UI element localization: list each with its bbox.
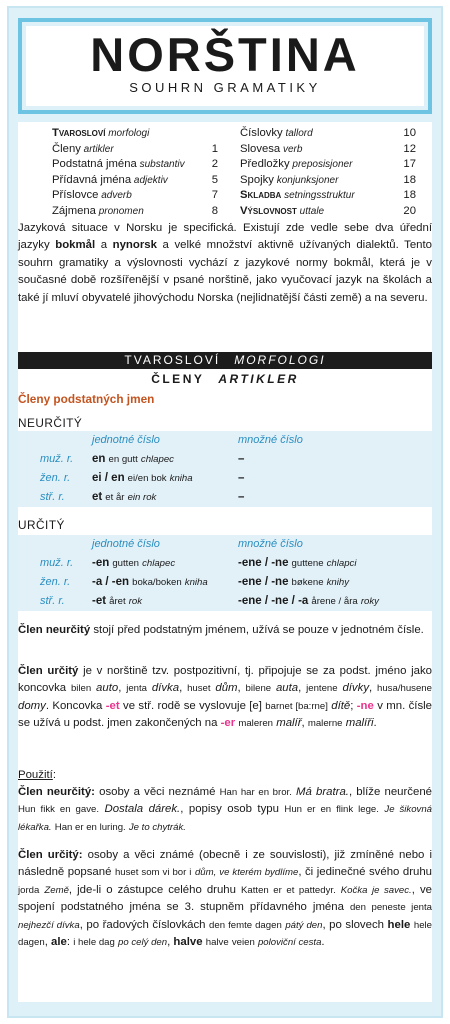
toc-entry [240, 204, 416, 220]
example: Hun er en flink lege. [284, 804, 379, 816]
toc-sublabel: tallord [282, 128, 313, 139]
translation: auta [275, 682, 299, 695]
translation: po celý den [118, 937, 168, 949]
usage-label: Použití: [18, 769, 56, 781]
toc-entry [52, 188, 218, 204]
translation: poloviční cesta [257, 937, 322, 949]
toc-label: Předložky [240, 158, 290, 170]
toc-page-number: 10 [403, 127, 416, 139]
example-word: gutten [112, 558, 139, 569]
toc-label: Příslovce [52, 189, 99, 201]
toc-page-number: 12 [403, 142, 416, 155]
intro-text: a [95, 239, 113, 252]
example-translation: kniha [169, 473, 193, 484]
section-bar [18, 352, 432, 369]
intro-paragraph [18, 220, 432, 307]
para-text: stojí před podstatným jménem, užívá se pouze v jednotném čísle. [90, 624, 424, 636]
example-word: et år [105, 492, 125, 503]
translation: dívky [342, 682, 370, 695]
para-text: , jde-li o zástupce celého druhu [68, 883, 242, 896]
bold-term: Člen neurčitý [18, 624, 91, 636]
toc-page-number: 8 [211, 204, 218, 217]
article-form: en [92, 453, 106, 465]
example-translation: chlapec [140, 454, 174, 465]
plural-cell [238, 592, 379, 611]
toc-label: Výslovnost [240, 204, 297, 217]
table-header-row [18, 431, 432, 450]
example: huset som vi bor i [114, 867, 192, 879]
table-row [18, 488, 432, 507]
para-text: osoby a věci neznámé [94, 786, 220, 798]
table-row [18, 469, 432, 488]
example: hele dagen [18, 919, 432, 949]
bold-term: Člen určitý: [18, 849, 83, 861]
article-form: -en [92, 557, 110, 569]
example: jorda [18, 884, 40, 896]
toc-label: Skladba [240, 189, 282, 201]
plural-example-word: årene / åra [311, 596, 358, 607]
plural-article-form: -ene / -ne / -a [238, 595, 309, 607]
toc-entry [52, 157, 218, 173]
example-translation: chlapec [142, 558, 176, 569]
example: Katten er et pattedyr. [241, 884, 336, 896]
toc-label: Přídavná jména [52, 173, 132, 186]
toc-entry [240, 126, 416, 142]
page-subtitle: SOUHRN GRAMATIKY [129, 80, 321, 95]
translation: dům [215, 682, 238, 695]
table-row [18, 592, 432, 611]
example: veien [231, 937, 255, 949]
translation: domy [18, 699, 46, 712]
gender-label: stř. r. [40, 595, 65, 607]
toc-sublabel: pronomen [95, 205, 144, 217]
plural-example-word: bøkene [291, 577, 324, 588]
toc-entry [52, 204, 218, 220]
example: den femte dagen [209, 919, 282, 931]
column-header-plural: množné číslo [238, 434, 303, 446]
definite-label: URČITÝ [18, 518, 65, 532]
example: jenta [126, 683, 148, 695]
example: husa/husene [377, 683, 432, 695]
singular-cell [92, 554, 175, 573]
bold-term: hele [387, 918, 411, 931]
article-form: et [92, 491, 103, 503]
plural-example-translation: chlapci [326, 558, 357, 569]
example: Hun fikk en gave. [18, 804, 100, 816]
para-text: , po řadových číslovkách [79, 918, 210, 931]
paragraph-definite: Člen určitý je v norštině tzv. postpozitivní, tj. připojuje se za podst. jméno jako koncovka bilen auto, jenta dívka, huset dům, bilene auta, jentene dívky, husa/husene domy. Koncovka -et ve stř. rodě se vyslovuje [e] barnet [ba:rne] dítě; -ne v mn. čísle se užívá u podst. jmen zakončených na -er maleren malíř, malerne malíři. [18, 665, 433, 730]
example-translation: ein rok [127, 492, 157, 503]
example-translation: kniha [184, 577, 208, 588]
usage-label-text: Použití [18, 769, 53, 781]
toc-sublabel: verb [280, 143, 303, 155]
example-word: året [109, 596, 126, 607]
translation: Dostala dárek. [104, 803, 181, 816]
article-form: ei / en [92, 472, 125, 484]
gender-label: muž. r. [40, 453, 74, 465]
plural-example-translation: knihy [326, 577, 350, 588]
para-text: , popisy osob typu [180, 803, 285, 816]
indefinite-label: NEURČITÝ [18, 416, 83, 430]
toc-label: Číslovky [240, 127, 283, 139]
example: huset [187, 683, 211, 695]
toc-right-column [240, 126, 416, 219]
intro-text: Jazyková situace v Norsku je specifická. Existují zde vedle sebe dva úřední jazyky [18, 222, 432, 252]
toc-sublabel: artikler [80, 143, 114, 155]
example: halve [205, 937, 229, 949]
example: malerne [307, 718, 343, 730]
toc-label: Zájmena [52, 204, 96, 217]
translation: malíř [276, 717, 302, 730]
toc-page-number: 2 [211, 158, 218, 170]
translation: dům, ve kterém bydlíme [194, 867, 299, 879]
toc-sublabel: setningsstruktur [281, 190, 355, 201]
toc-sublabel: preposisjoner [289, 159, 353, 170]
gender-label: muž. r. [40, 557, 74, 569]
toc-page-number: 18 [403, 189, 416, 201]
plural-article-form: -ene / -ne [238, 557, 289, 569]
translation: dítě [331, 699, 351, 712]
toc-page-number: 5 [211, 173, 218, 186]
intro-text: a velké množství aktivně užívaných dialektů. Tento souhrn gramatiky a výslovnosti vychází z jazykové normy bokmål, která je v současné době rozšířenější v psané norštině, jako vyučovací jazyk na školách a také jí mluví obyvatelé jihovýchodu Norska (nejlidnatější části země) a na severu. [18, 239, 432, 304]
translation: pátý den [285, 919, 323, 931]
translation: dívka [151, 682, 180, 695]
toc-page-number: 18 [403, 173, 416, 186]
toc-entry [52, 142, 218, 158]
table-row [18, 554, 432, 573]
toc-entry [240, 157, 416, 173]
plural-cell [238, 488, 244, 507]
example: Han har en bror. [219, 787, 292, 798]
example-word: ei/en bok [127, 473, 167, 484]
para-text: . Koncovka [45, 699, 106, 712]
section-title [18, 370, 432, 388]
table-row [18, 450, 432, 469]
column-header-singular: jednotné číslo [92, 434, 160, 446]
table-header-row [18, 535, 432, 554]
para-text: , [44, 936, 52, 949]
example-word: boka/boken [132, 577, 182, 588]
example: den peneste jenta [349, 902, 432, 914]
toc-label: Slovesa [240, 142, 281, 155]
paragraph-usage-definite: Člen určitý: osoby a věci známé (obecně i ze souvislosti), již zmíněné nebo i následně popsané huset som vi bor i dům, ve kterém bydlíme, či jedinečné svého druhu jorda Země, jde-li o zástupce celého druhu Katten er et pattedyr. Kočka je savec., ve spojení podstatného jména se 3. stupněm přídavného jména den peneste jenta nejhezčí dívka, po řadových číslovkách den femte dagen pátý den, po slovech hele hele dagen, ale: i hele dag po celý den, halve halve veien poloviční cesta. [18, 849, 432, 949]
toc-page-number: 20 [403, 204, 416, 217]
toc-label: Spojky [240, 173, 274, 186]
indefinite-table [18, 431, 432, 507]
title-box [18, 18, 432, 114]
article-form: -et [92, 595, 107, 607]
toc-entry [52, 126, 218, 142]
singular-cell [92, 573, 208, 592]
section-title-sub: ARTIKLER [218, 372, 299, 386]
page-title: NORŠTINA [90, 28, 360, 81]
toc-label: Členy [52, 142, 81, 155]
singular-cell [92, 469, 193, 488]
paragraph-usage-indefinite [18, 784, 432, 836]
toc-sublabel: konjunksjoner [273, 174, 339, 186]
gender-label: žen. r. [40, 472, 71, 484]
toc-page-number: 7 [211, 189, 218, 201]
para-text: : [66, 936, 74, 949]
table-row [18, 573, 432, 592]
gender-label: žen. r. [40, 576, 71, 588]
toc-entry [240, 173, 416, 189]
translation: auto [96, 682, 119, 695]
para-text: , ve spojení podstatného jména se 3. stupněm přídavného jména [18, 883, 432, 914]
plural-cell [238, 450, 244, 469]
singular-cell [92, 450, 174, 469]
toc-sublabel: adverb [98, 190, 132, 201]
para-text: , či jedinečné svého druhu [298, 866, 432, 879]
highlight-suffix: -et [105, 699, 120, 712]
para-text: v mn. čísle se užívá u podst. jmen zakončených na [18, 699, 433, 730]
plural-article-form: – [238, 491, 245, 503]
section-title-main: ČLENY [151, 372, 205, 386]
para-text: osoby a věci známé (obecně i ze souvislosti), již zmíněné nebo i následně popsané [18, 849, 432, 879]
translation: malíři [345, 717, 374, 730]
example: i hele dag [73, 937, 115, 949]
para-text: , po slovech [322, 918, 388, 931]
para-text: , blíže neurčené [348, 786, 432, 798]
para-text: je v norštině tzv. postpozitivní, tj. připojuje se za podst. jméno jako koncovka [18, 665, 432, 695]
definite-table [18, 535, 432, 611]
section-bar-sub: MORFOLOGI [234, 353, 326, 367]
example-translation: rok [128, 596, 143, 607]
para-text: , [167, 936, 174, 949]
column-header-plural: množné číslo [238, 538, 303, 550]
plural-cell [238, 469, 244, 488]
example-word: en gutt [108, 454, 138, 465]
example: jentene [306, 683, 338, 695]
toc-sublabel: substantiv [136, 159, 185, 170]
example: bilene [245, 683, 272, 695]
intro-bold: bokmål [55, 239, 96, 252]
toc-page-number: 1 [211, 142, 218, 155]
content-area [18, 122, 432, 1002]
translation: nejhezčí dívka [18, 919, 80, 931]
singular-cell [92, 488, 156, 507]
translation: Je to chytrák. [128, 821, 186, 833]
plural-cell [238, 573, 349, 592]
title-inner [26, 26, 424, 106]
translation: Je šikovná lékařka. [18, 804, 433, 833]
translation: Země [44, 884, 69, 896]
bold-term: Člen určitý [18, 665, 79, 677]
plural-article-form: – [238, 472, 245, 484]
plural-example-word: guttene [291, 558, 324, 569]
article-form: -a / -en [92, 576, 130, 588]
bold-term: ale [51, 936, 67, 949]
singular-cell [92, 592, 142, 611]
example: bilen [70, 683, 92, 695]
intro-bold: nynorsk [112, 239, 157, 252]
section-bar-main: TVAROSLOVÍ [124, 353, 221, 367]
highlight-suffix: -ne [356, 699, 374, 712]
bold-term: halve [173, 936, 203, 949]
toc-label: Tvarosloví [52, 127, 106, 139]
bold-term: Člen neurčitý: [18, 786, 95, 798]
highlight-suffix: -er [220, 717, 236, 730]
example: maleren [238, 718, 274, 730]
toc-entry [52, 173, 218, 189]
plural-article-form: -ene / -ne [238, 576, 289, 588]
column-header-singular: jednotné číslo [92, 538, 160, 550]
plural-article-form: – [238, 453, 245, 465]
plural-cell [238, 554, 357, 573]
gender-label: stř. r. [40, 491, 65, 503]
example: Han er en luring. [54, 821, 126, 833]
translation: Má bratra. [296, 786, 349, 798]
toc-page-number: 17 [403, 158, 416, 170]
example: barnet [ba:rne] [265, 700, 328, 712]
para-text: ve stř. rodě se vyslovuje [e] [119, 699, 266, 712]
translation: Kočka je savec. [340, 884, 412, 896]
subsection-heading: Členy podstatných jmen [18, 392, 155, 406]
toc-sublabel: uttale [296, 205, 325, 217]
toc-entry [240, 142, 416, 158]
toc-entry [240, 188, 416, 204]
toc-sublabel: adjektiv [131, 174, 168, 186]
plural-example-translation: roky [360, 596, 379, 607]
toc-sublabel: morfologi [105, 128, 150, 139]
toc-label: Podstatná jména [52, 158, 137, 170]
paragraph-indefinite [18, 622, 432, 639]
toc-left-column [52, 126, 218, 219]
